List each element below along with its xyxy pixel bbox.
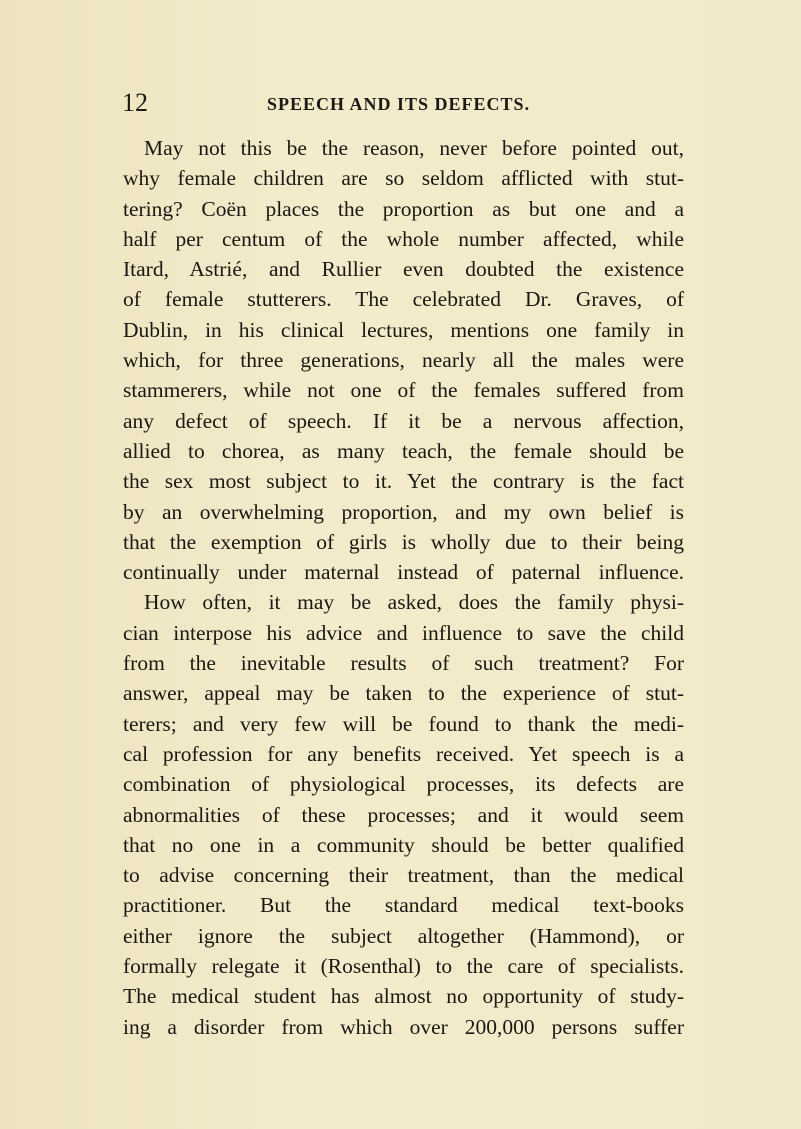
text-line: combination of physiological processes, its defects are	[123, 772, 684, 797]
text-line: cal profession for any benefits received. Yet speech is a	[123, 741, 684, 766]
text-line: The medical student has almost no opportunity of study-	[123, 984, 684, 1009]
body-text	[123, 133, 684, 1042]
text-line: abnormalities of these processes; and it would seem	[123, 802, 684, 827]
page-number: 12	[122, 88, 148, 117]
text-line: practitioner. But the standard medical text-books	[123, 893, 684, 918]
text-line: formally relegate it (Rosenthal) to the care of specialists.	[123, 954, 684, 979]
text-line: which, for three generations, nearly all the males were	[123, 348, 684, 373]
text-line: How often, it may be asked, does the family physi-	[144, 590, 684, 615]
text-line: any defect of speech. If it be a nervous affection,	[123, 408, 684, 433]
running-head: SPEECH AND ITS DEFECTS.	[267, 94, 531, 114]
text-line: that the exemption of girls is wholly due to their being	[123, 529, 684, 554]
text-line: continually under maternal instead of paternal influence.	[123, 560, 684, 585]
text-line: cian interpose his advice and influence to save the child	[123, 620, 684, 645]
text-line: either ignore the subject altogether (Hammond), or	[123, 923, 684, 948]
text-line: why female children are so seldom afflicted with stut-	[123, 166, 684, 191]
paragraph-2	[123, 587, 684, 1041]
text-line: Itard, Astrié, and Rullier even doubted the existence	[123, 257, 684, 282]
text-line: Dublin, in his clinical lectures, mentions one family in	[123, 317, 684, 342]
text-line: by an overwhelming proportion, and my own belief is	[123, 499, 684, 524]
text-line: tering? Coën places the proportion as but one and a	[123, 196, 684, 221]
text-line: that no one in a community should be better qualified	[123, 832, 684, 857]
text-line: of female stutterers. The celebrated Dr. Graves, of	[123, 287, 684, 312]
text-line: stammerers, while not one of the females suffered from	[123, 378, 684, 403]
text-line: ing a disorder from which over 200,000 persons suffer	[123, 1014, 684, 1039]
text-line: May not this be the reason, never before pointed out,	[144, 136, 684, 160]
paragraph-1	[123, 133, 684, 587]
text-line: the sex most subject to it. Yet the contrary is the fact	[123, 469, 684, 494]
text-line: terers; and very few will be found to thank the medi-	[123, 711, 684, 736]
text-line: answer, appeal may be taken to the experience of stut-	[123, 681, 684, 706]
text-line: half per centum of the whole number affected, while	[123, 226, 684, 251]
text-line: from the inevitable results of such treatment? For	[123, 651, 684, 676]
text-line: allied to chorea, as many teach, the female should be	[123, 438, 684, 463]
text-line: to advise concerning their treatment, than the medical	[123, 863, 684, 888]
page-header	[122, 88, 682, 118]
